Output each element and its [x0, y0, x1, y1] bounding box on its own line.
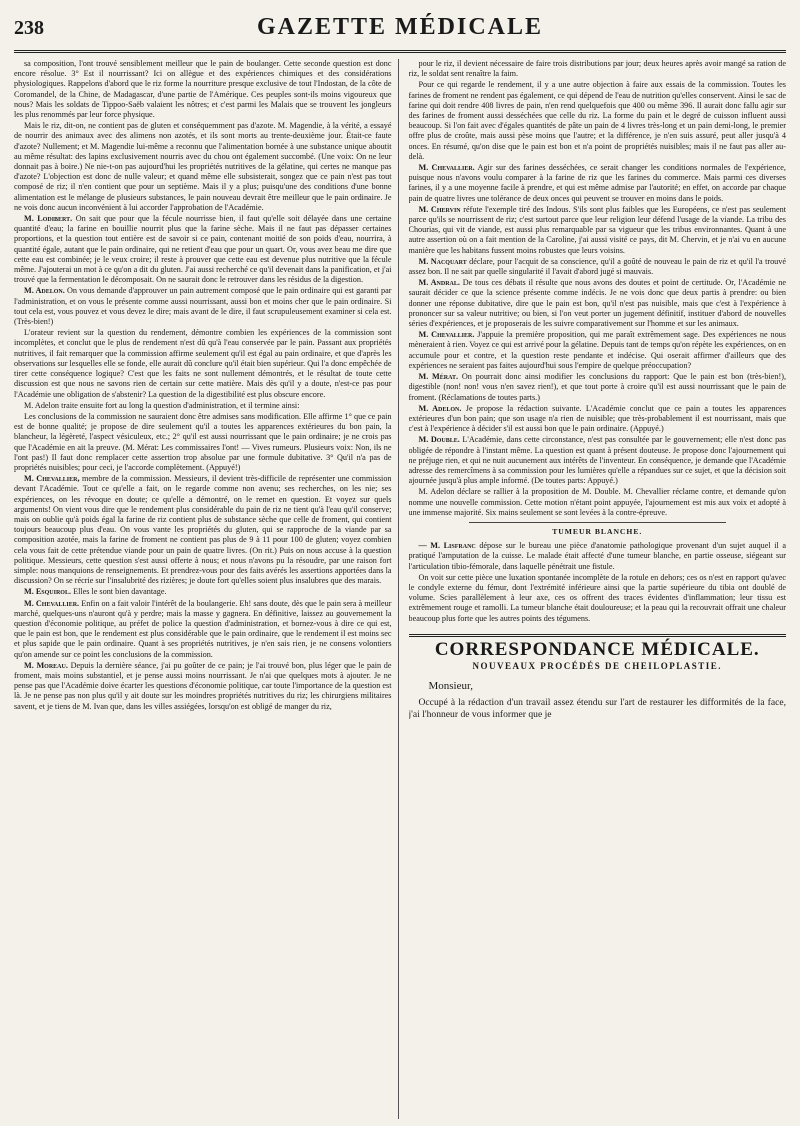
paragraph-text: sa composition, l'ont trouvé sensiblement meilleur que le pain de boulanger. Cette seconde question est donc encore résolue. 3° Est il nourrissant? Ici on allègue et des expériences chimiques et des considérations physiologiques. Rappelons d'abord que le riz forme la nourriture presque exclusive de tout l'Indostan, de la côte de Coromandel, de la Chine, de Madagascar, d'une partie de l'Amérique. Ces peuples sont-ils moins vigoureux que nous? Mais les soldats de Tippoo-Saëb valaient les nôtres; et c'est parmi les Malais que se trouvent les jongleurs les plus renommés par leur force physique. [14, 59, 392, 120]
section-divider [469, 522, 727, 523]
paragraph [14, 121, 392, 213]
two-column-body [14, 59, 786, 1119]
paragraph-text: Je propose la rédaction suivante. L'Académie conclut que ce pain a toutes les apparences extérieures d'un bon pain; que son usage n'a rien de nuisible; que très-probablement il est nourrissant, mais que c'est à l'expérience à décider s'il est aussi bon que le pain ordinaire. (Appuyé.) [408, 403, 786, 434]
speaker-name: M. Andral. [418, 278, 460, 288]
speaker-name: M. Chevallier. [418, 330, 475, 340]
speaker-name: M. Mérat. [418, 372, 459, 382]
speaker-name: M. Moreau. [24, 660, 68, 670]
paragraph [14, 661, 392, 712]
speaker-name: — M. Lisfranc [418, 541, 476, 551]
paragraph [14, 286, 392, 327]
paragraph-text: On sait que pour que la fécule nourrisse bien, il faut qu'elle soit délayée dans une certaine quantité d'eau; la farine en bouillie nourrit plus que la farine sèche. Mais il ne faut pas dépasser certaines proportions, et la question tout entière est de savoir si ce pain, contenant moitié de son poids d'eau, nourrira, à quantité égale, autant que le pain ordinaire, qui ne retient d'eau que pour un quart. Or, vous avez beau me dire que cette eau est combinée; je le veux croire; il reste à prouver que cette eau est devenue plus nutritive que la fécule même. J'ajouterai un mot à ce qu'on a dit du gluten. J'ai aussi recherché ce qu'il devenait dans la panification, et j'ai trouvé que la fermentation le décomposait. On ne saurait donc le retrouver dans les résidus de la digestion. [14, 214, 392, 285]
right-column-case-report [409, 541, 787, 624]
page-header [14, 14, 786, 53]
paragraph-text: dépose sur le bureau une pièce d'anatomie pathologique provenant d'un sujet auquel il a pratiqué l'amputation de la cuisse. Le malade était affecté d'une tumeur blanche, en partie osseuse, siégeant sur l'articulation tibio-fémorale, dans laquelle pénétrait une fistule. [408, 541, 786, 571]
letter-salutation: Monsieur, [428, 680, 473, 693]
paragraph-text: Elles le sont bien davantage. [73, 587, 167, 597]
section-heading: TUMEUR BLANCHE. [552, 526, 643, 536]
paragraph-text: M. Adelon traite ensuite fort au long la question d'administration, et il termine ainsi: [24, 400, 300, 410]
paragraph [409, 278, 787, 329]
paragraph [409, 372, 787, 403]
speaker-name: M. Chevallier, [24, 474, 80, 484]
paragraph-text: Depuis la dernière séance, j'ai pu goûter de ce pain; je l'ai trouvé bon, plus léger que le pain de froment, mais moins substantiel, et je pense aussi moins nourrissant. Je n'ai que quelques mots à ajouter. Je ne pense pas que l'Académie doive écarter les questions d'économie politique, car toute l'importance de la question est là. Je ne pense pas non plus qu'il y ait doute sur les moindres propriétés nutritives du riz; les chirurgiens militaires savent, et je tiens de M. Ivan que, dans les villes assiégées, lorsqu'on est obligé de manger du riz, [14, 660, 392, 711]
paragraph-text: Pour ce qui regarde le rendement, il y a une autre objection à faire aux essais de la commission. Toutes les farines de froment ne rendent pas également, ce qui dépend de l'eau de nutrition qu'elles conservent. Ainsi le sac de farine qui doit rendre 408 livres de pain, n'en rend quelquefois que 400 ou même 396. Il aurait donc fallu agir sur des farines de froment aussi desséchées que celle du riz. La forme du pain et le degré de cuisson influent aussi beaucoup. Si l'on fait avec d'égales quantités de pâte un pain de 4 livres très-long et un pain demi-long, le premier offre plus de croûte, mais aussi pèse moins que l'autre; et la différence, je n'en suis assuré, peut aller jusqu'à 4 onces. En résumé, qu'on dise que le pain est bon et n'a point de propriétés nuisibles; mais il ne faut pas aller au-delà. [408, 80, 786, 161]
paragraph [409, 435, 787, 486]
page-number: 238 [14, 17, 44, 39]
paragraph [409, 404, 787, 435]
paragraph [409, 541, 787, 572]
paragraph-text: déclare, pour l'acquit de sa conscience, qu'il a goûté de nouveau le pain de riz et qu'il l'a trouvé assez bon. Il ne sait par quelle singularité il l'avait d'abord jugé si mauvais. [408, 256, 786, 277]
speaker-name: M. Adelon. [418, 403, 462, 413]
paragraph-text: Mais le riz, dit-on, ne contient pas de gluten et conséquemment pas d'azote. M. Magendie, à la vérité, a essayé de nourrir des animaux avec des alimens non azotés, et ils sont morts au trente-deuxième jour. Était-ce faute d'azote? Nullement; et M. Magendie lui-même a reconnu que l'alimentation bornée à une substance unique aboutit au même résultat: des lapins exclusivement nourris avec du chou ont également succombé. (Une voix: On ne leur donnait pas à boire.) Ne nie-t-on pas aujourd'hui les propriétés nutritives de la gélatine, qui certes ne manque pas d'azote? L'objection est donc de nulle valeur; et quand même elle subsisterait, songez que ce pain n'est pas tout composé de riz; il n'en contient que pour un septième. Mais il y a plus; puisqu'une des conditions d'une bonne alimentation est le mélange de plusieurs substances, le pain nouveau devrait être meilleur que le pain ordinaire. Je ne vois donc aucun inconvénient à lui accorder l'approbation de l'Académie. [14, 121, 392, 212]
speaker-name: M. Adelon. [24, 286, 65, 296]
paragraph-text: Enfin on a fait valoir l'intérêt de la boulangerie. Eh! sans doute, dès que le pain sera à meilleur marché, quelques-uns n'auront qu'à y perdre; mais la masse y gagnera. En définitive, laissez au gouvernement la question d'économie politique, au préfet de police la question d'administration, et bornez-vous à dire ce qui est, que le pain est bon, que le rendement est plus considérable que le pain ordinaire, que le rendement il est moins sec et plus sapide que le pain ordinaire. Quant à ses propriétés nutritives, je n'en sais rien, je ne consens volontiers qu'on amende sur ce point les conclusions de la commission. [14, 598, 392, 659]
paragraph-text: J'appuie la première proposition, qui me paraît extrêmement sage. Des expériences ne nous mèneraient à rien. Voyez ce qui est arrivé pour la gélatine. Depuis tant de temps qu'on répète les expériences, on en accumule pour et contre, et la question reste pendante et indécise. Qui oserait affirmer d'ailleurs que des expériences ne seraient pas faites aujourd'hui sous l'empire de quelque préoccupation? [408, 330, 786, 370]
right-column [409, 59, 787, 1119]
paragraph-text: On vous demande d'approuver un pain autrement composé que le pain ordinaire qui est garanti par l'administration, et on vous le présente comme aussi nourrissant, aussi bon et moins cher que le pain ordinaire. Si tout cela est, vous pouvez et vous devez le dire; mais avant de le dire, il faut scrupuleusement examiner si cela est. (Très-bien!) [14, 286, 392, 327]
paragraph-text: réfute l'exemple tiré des Indous. S'ils sont plus faibles que les Européens, ce n'est pas seulement parce qu'ils se nourrissent de riz; c'est surtout parce que leur religion leur défend l'usage de la viande. La tribu des Chourias, qui vit de viande, est aussi plus remarquable par sa vigueur que les tribus environnantes. Quant à une autre assertion où on a fait mention de la Caroline, j'ai aussi visité ce pays, dit M. Chervin, et je n'ai vu en aucune manière que les habitans fussent moins robustes que leurs voisins. [408, 204, 786, 255]
paragraph-text: On voit sur cette pièce une luxation spontanée incomplète de la rotule en dehors; ces os n'est en rapport qu'avec le condyle externe du fémur, dont l'extrémité inférieure ainsi que la partie supérieure du tibia ont doublé de volume. Scies parallèlement à leur axe, ces os offrent des traces évidentes d'inflammation; leur tissu est extrêmement rouge et ramolli. La tumeur blanche était douloureuse; et la peau qui la recouvrait offrait une chaleur beaucoup plus forte que les autres points des tégumens. [408, 572, 786, 623]
paragraph [14, 599, 392, 660]
left-column [14, 59, 399, 1119]
paragraph-text: De tous ces débats il résulte que nous avons des doutes et point de certitude. Or, l'Académie ne saurait décider ce que la science présente comme indécis. Je ne vois donc que deux partis à prendre: ou bien donner une réponse dubitative, dire que le pain est bon, qu'il n'est pas nuisible, mais que c'est à l'expérience à prononcer sur sa valeur nutritive; ou bien, si l'on veut porter un jugement définitif, instituer d'abord de nouvelles séries d'expériences, et je proposerais de les suivre comparativement sur l'homme et sur les animaux. [408, 278, 786, 329]
paragraph-text: Agir sur des farines desséchées, ce serait changer les conditions normales de l'expérience, puisque nous n'avons voulu comparer à la farine de riz que les farines du commerce. Mais parmi ces diverses farines, il y a une moyenne facile à prendre, et qui est même admise par l'autorité; en effet, on accorde par chaque pain de quatre livres une tolérance de deux onces qui peuvent se trouver en moins dans le poids. [408, 163, 786, 203]
paragraph [409, 330, 787, 371]
paragraph [409, 573, 787, 624]
paragraph-text: L'Académie, dans cette circonstance, n'est pas consultée par le gouvernement; elle n'est donc pas obligée de répondre à l'instant même. La question est quant à présent douteuse. Je propose donc l'ajournement qui ne préjuge rien, et qui ne nuit aucunement aux intérêts de l'inventeur. En conséquence, je demande que l'Académie adresse des remercîmens à sa commission pour les lumières qu'elle a répandues sur ce sujet, et que la décision soit ajournée jusqu'à plus ample informé. (De toutes parts: Appuyé.) [408, 435, 786, 486]
speaker-name: M. Double. [418, 435, 460, 445]
paragraph [14, 214, 392, 285]
speaker-name: M. Chervin [418, 204, 461, 214]
paragraph-text: Les conclusions de la commission ne sauraient donc être admises sans modification. Elle affirme 1° que ce pain est de bonne qualité; je propose de dire seulement qu'il a toutes les apparences extérieures du bon pain, la blancheur, la légèreté, l'aspect vésiculeux, etc.; 2° qu'il est aussi nourrissant que le pain ordinaire; je ne crois pas que l'Académie en ait la preuve. (M. Mérat: Les commissaires l'ont! — Vives rumeurs. Plusieurs voix: Non, ils ne l'ont pas!) Il faut donc remplacer cette assertion trop absolue par une formule dubitative. 3° Qu'il n'a pas de propriétés nuisibles; pour ceci, je l'accorde complètement. (Appuyé!) [14, 411, 392, 472]
paragraph-text: On pourrait donc ainsi modifier les conclusions du rapport: Que le pain est bon (très-bien!), digestible (non! non! vous n'en savez rien!), et que tout porte à croire qu'il est aussi nourrissant que le pain de froment. (Réclamations de toutes parts.) [408, 372, 786, 402]
paragraph-text: pour le riz, il devient nécessaire de faire trois distributions par jour; deux heures après avoir mangé sa ration de riz, le soldat sent renaître la faim. [408, 59, 786, 79]
paragraph [409, 487, 787, 518]
paragraph [14, 328, 392, 399]
paragraph [14, 587, 392, 597]
paragraph [14, 412, 392, 473]
paragraph [409, 80, 787, 162]
speaker-name: M. Nacquart [418, 256, 467, 266]
paragraph [14, 474, 392, 586]
paragraph [409, 205, 787, 256]
speaker-name: M. Lodibert. [24, 214, 73, 224]
paragraph-text: membre de la commission. Messieurs, il devient très-difficile de représenter une commission devant l'Académie. Tout ce qu'elle a fait, on le regarde comme non avenu; ses recherches, on les nie; ses expériences, on les révoque en doute; ce qu'elle a démontré, on le remet en question. Et voyez sur quels arguments! On vient vous dire que le rendement plus considérable du pain de riz ne tient qu'à l'eau qu'il conserve; mais on oublie qu'à poids égal la farine de riz contient plus de substance sèche que celle de froment, qui contient toujours beaucoup plus d'eau. On vous vante les propriétés du gluten, qui se rapproche de la viande par sa composition azotée, mais la farine de froment ne contient pas plus de 9 à 11 pour 100 de gluten; voyez combien cela vous fait de cette prétendue viande pour un pain de quatre livres. (On rit.) Puis on nous accuse à la question politique. Messieurs, cette question s'est aussi offerte à nous; et nous n'avons pu la résoudre, par une raison fort simple: nous manquions de renseignements. Et prendrez-vous pour des faits avérés les assertions apportées dans la discussion? On se récrie sur l'insalubrité des rizières; je doute fort qu'elles soient plus insalubres que des marais. [14, 474, 392, 586]
paragraph [409, 257, 787, 277]
paragraph [409, 59, 787, 79]
speaker-name: M. Esquirol. [24, 587, 72, 597]
right-column-proceedings [409, 59, 787, 518]
speaker-name: M. Chevallier. [24, 598, 80, 608]
paragraph-text: L'orateur revient sur la question du rendement, démontre combien les expériences de la commission sont incomplètes, et conclut que le plus de rendement n'est dû qu'à l'eau conservée par le pain. Passant aux propriétés nutritives, il fait remarquer que la commission affirme seulement qu'il est égal au pain ordinaire, et que d'après les observations sur lesquelles elle se fonde, elle aurait dû conclure qu'il était bien supérieur. Qui l'a donc empêchée de tirer cette conséquence logique? C'est que les faits ne sont nullement démontrés, et le résultat de toute cette discussion est que nous ne savons rien de certain sur cette matière. Mais dès qu'il y a doute, n'est-ce pas pour l'Académie une obligation de s'abstenir? La question de la digestibilité est plus obscure encore. [14, 328, 392, 399]
paragraph [14, 59, 392, 120]
paragraph [409, 163, 787, 204]
journal-title: GAZETTE MÉDICALE [256, 14, 544, 40]
paragraph [14, 401, 392, 411]
correspondance-title: CORRESPONDANCE MÉDICALE. [409, 634, 787, 655]
correspondance-subtitle: NOUVEAUX PROCÉDÉS DE CHEILOPLASTIE. [472, 660, 723, 671]
paragraph-text: M. Adelon déclare se rallier à la proposition de M. Double. M. Chevallier réclame contre, et demande qu'on nomme une nouvelle commission. Cette motion n'étant point appuyée, l'ajournement est mis aux voix et adopté à une immense majorité. Six mains seulement se sont levées à la contre-épreuve. [408, 487, 786, 517]
letter-body: Occupé à la rédaction d'un travail assez étendu sur l'art de restaurer les difformités de la face, j'ai l'honneur de vous informer que je [408, 697, 786, 721]
speaker-name: M. Chevallier. [418, 163, 475, 173]
